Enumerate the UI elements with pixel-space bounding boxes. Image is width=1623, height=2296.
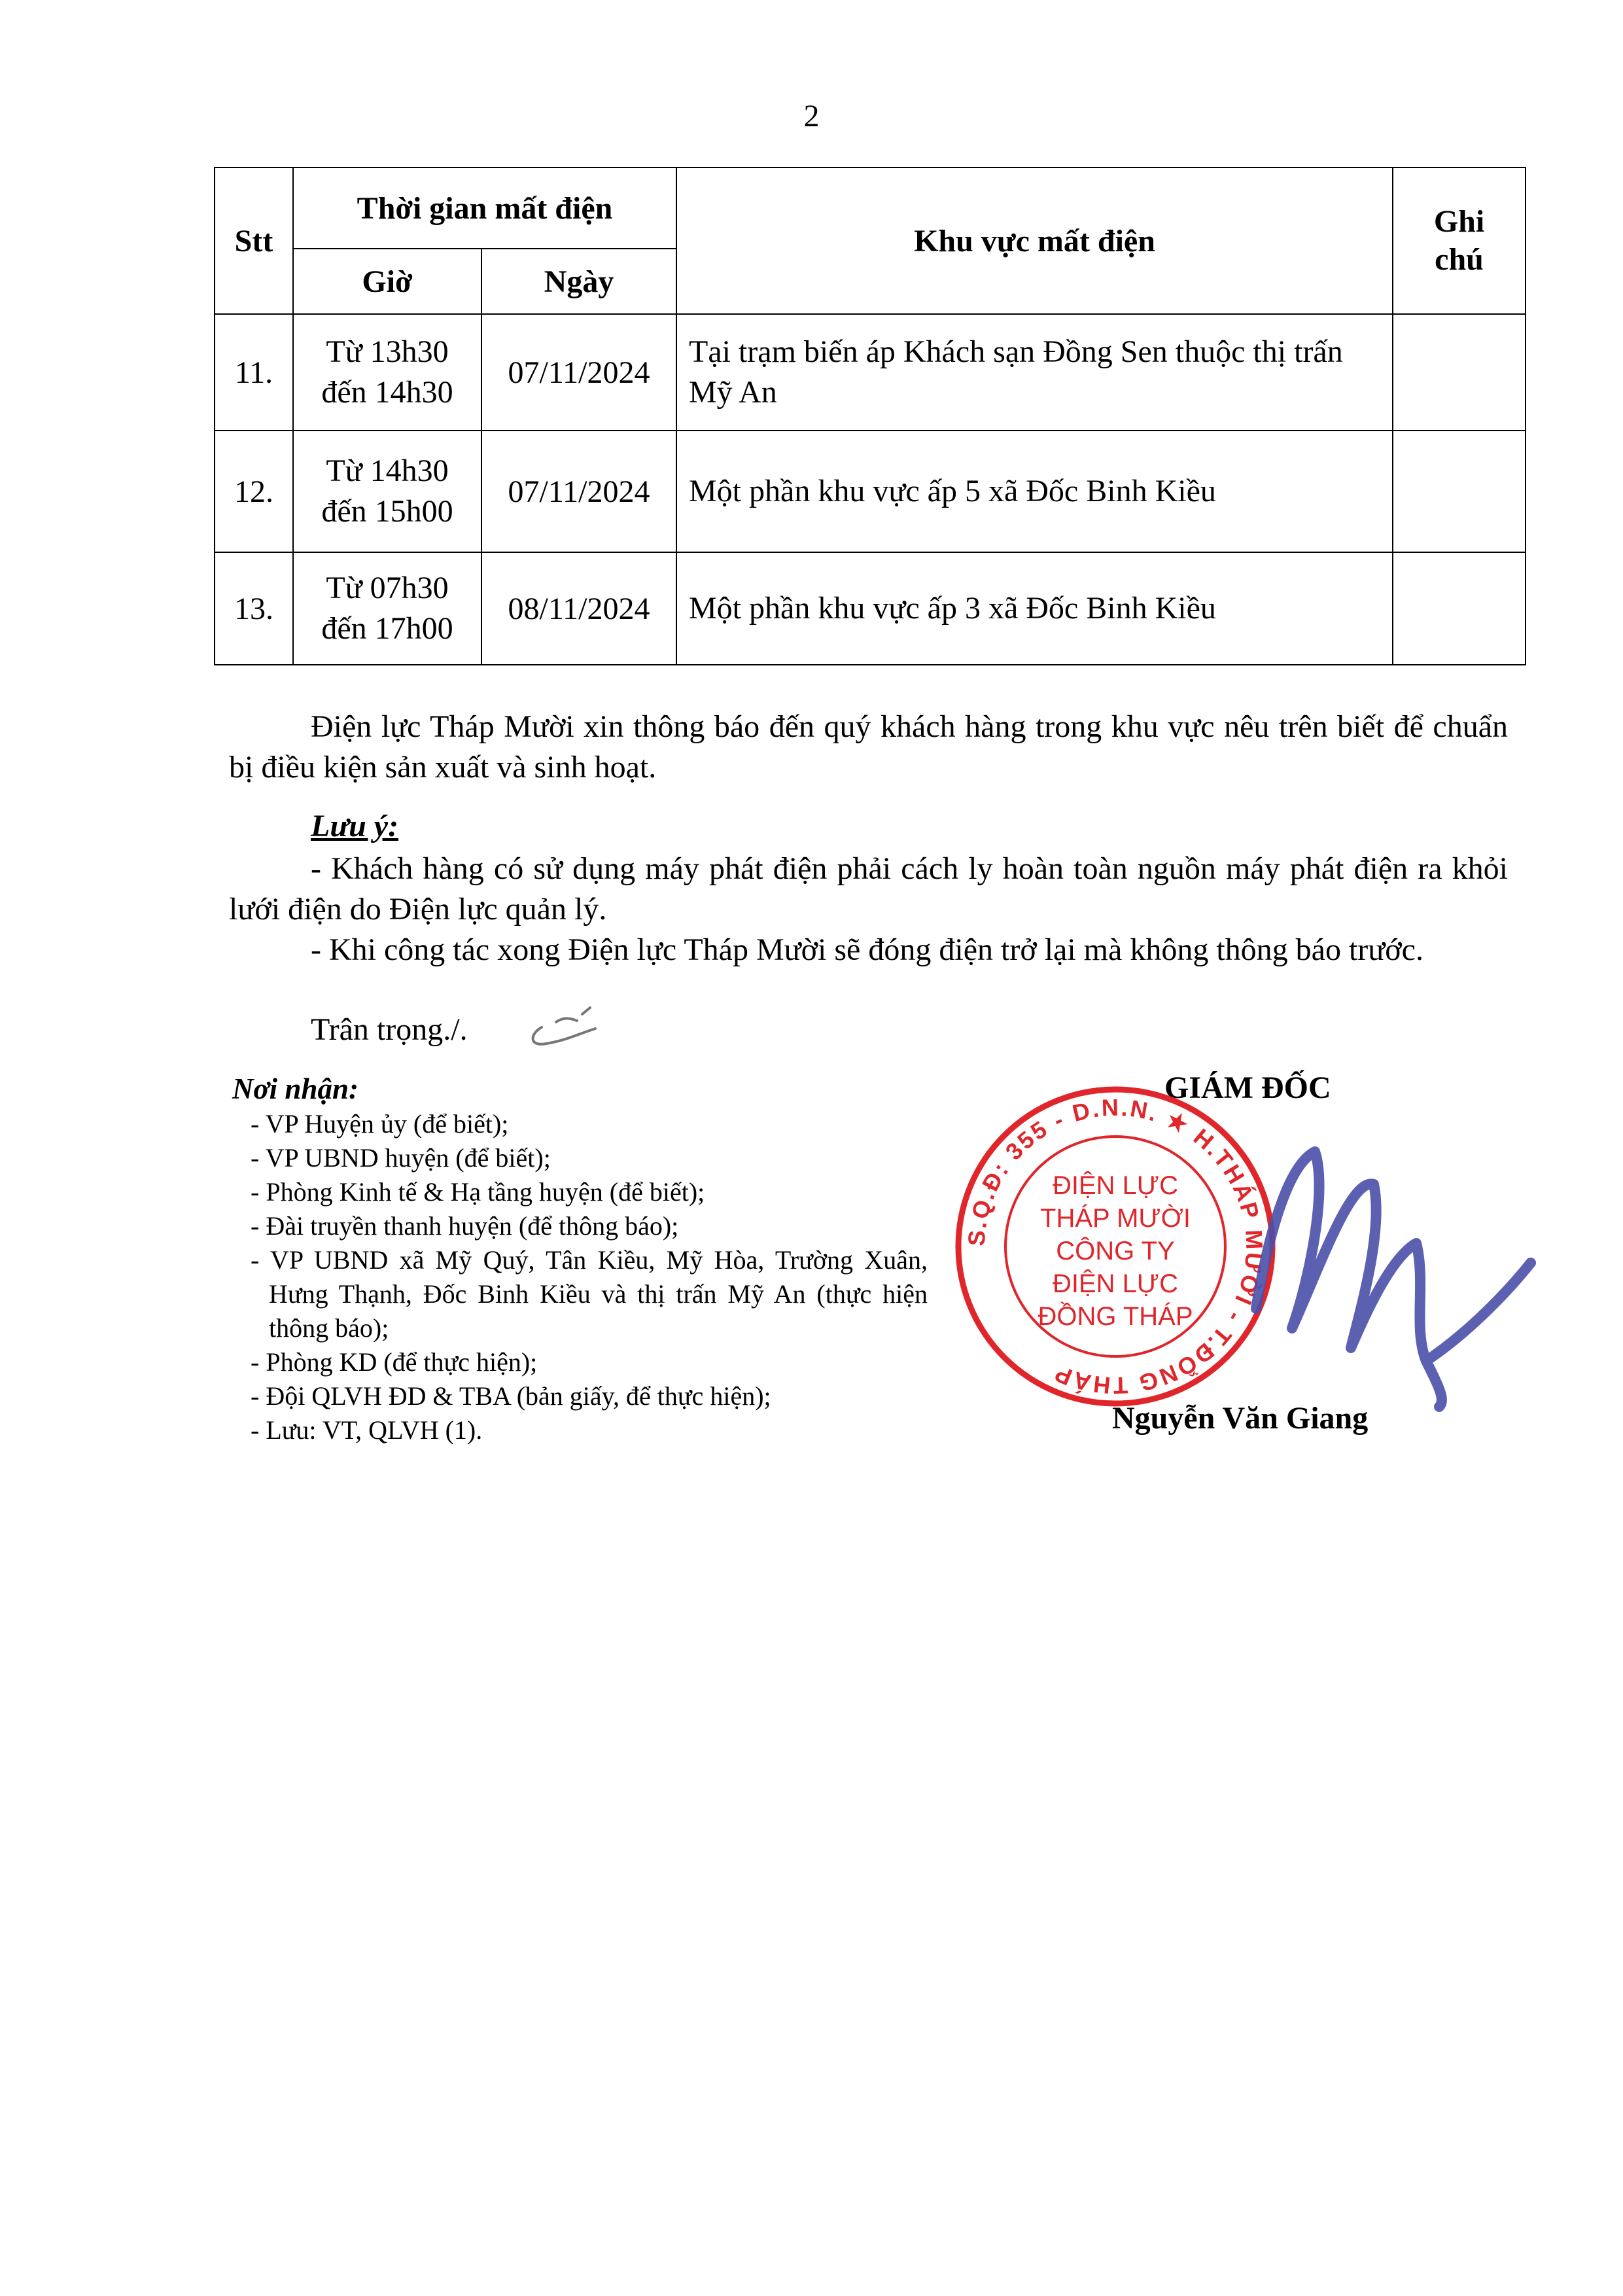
row-time [293, 431, 481, 552]
list-item: - Đài truyền thanh huyện (để thông báo); [251, 1211, 679, 1241]
row-note [1393, 314, 1526, 431]
row-note [1393, 431, 1526, 552]
note-heading [311, 808, 398, 844]
header-outage-area: Khu vực mất điện [676, 168, 1393, 314]
row-time-from: Từ 14h30 [326, 453, 449, 488]
row-note [1393, 552, 1526, 665]
row-area: Tại trạm biến áp Khách sạn Đồng Sen thuộc thị trấn Mỹ An [676, 314, 1393, 431]
list-item: - Phòng KD (để thực hiện); [251, 1347, 538, 1377]
seal-line1: ĐIỆN LỰC [1053, 1171, 1178, 1200]
notice-paragraph: Điện lực Tháp Mười xin thông báo đến quý khách hàng trong khu vực nêu trên biết để chuẩn bị điều kiện sản xuất và sinh hoạt. [229, 709, 1508, 785]
table-row [215, 552, 1526, 665]
list-item: - VP UBND huyện (để biết); [251, 1143, 551, 1173]
note-item-reconnect: - Khi công tác xong Điện lực Tháp Mười sẽ đóng điện trở lại mà không thông báo trước. [311, 932, 1423, 967]
recipients-list [251, 1107, 928, 1447]
header-outage-time: Thời gian mất điện [293, 168, 676, 249]
list-item: - VP UBND xã Mỹ Quý, Tân Kiều, Mỹ Hòa, Trường Xuân, Hưng Thạnh, Đốc Binh Kiều và thị trấn Mỹ An (thực hiện thông báo); [251, 1245, 928, 1343]
list-item: - VP Huyện ủy (để biết); [251, 1109, 509, 1139]
header-note-line1: Ghi [1433, 204, 1485, 239]
row-date: 07/11/2024 [481, 314, 676, 431]
note-heading-text: Lưu ý [311, 809, 389, 843]
initial-mark [517, 981, 608, 1060]
list-item: - Lưu: VT, QLVH (1). [251, 1415, 483, 1445]
seal-line2: THÁP MƯỜI [1040, 1204, 1191, 1233]
closing-line: Trân trọng./. [311, 1012, 468, 1047]
note-heading-colon: : [388, 809, 399, 843]
row-time-to: đến 17h00 [321, 611, 453, 646]
header-date: Ngày [481, 249, 676, 314]
header-stt: Stt [215, 168, 293, 314]
header-note-line2: chú [1435, 242, 1484, 277]
list-item: - Đội QLVH ĐD & TBA (bản giấy, để thực hiện); [251, 1381, 771, 1411]
seal-line5: ĐỒNG THÁP [1038, 1302, 1193, 1331]
header-note [1393, 168, 1526, 314]
header-hour: Giờ [293, 249, 481, 314]
note-item-generator: - Khách hàng có sử dụng máy phát điện phải cách ly hoàn toàn nguồn máy phát điện ra khỏi lưới điện do Điện lực quản lý. [229, 851, 1508, 927]
row-time [293, 552, 481, 665]
seal-line3: CÔNG TY [1056, 1237, 1175, 1265]
page-number: 2 [803, 99, 820, 133]
recipients-heading: Nơi nhận: [232, 1072, 358, 1105]
row-time [293, 314, 481, 431]
signatory-title: GIÁM ĐỐC [1164, 1070, 1331, 1105]
svg-text:S.Q.Đ: 355 - D.N.N. ★ H.THÁP M: S.Q.Đ: 355 - D.N.N. ★ H.THÁP MƯỜI - T.ĐỒNG THÁP [962, 1093, 1268, 1400]
table-row [215, 314, 1526, 431]
row-area: Một phần khu vực ấp 3 xã Đốc Binh Kiều [676, 552, 1393, 665]
table-row [215, 431, 1526, 552]
row-time-to: đến 15h00 [321, 494, 453, 529]
handwritten-signature [1230, 1112, 1544, 1420]
outage-schedule-table [214, 167, 1526, 665]
row-date: 07/11/2024 [481, 431, 676, 552]
row-stt: 12. [215, 431, 293, 552]
seal-line4: ĐIỆN LỰC [1053, 1269, 1178, 1298]
row-time-from: Từ 13h30 [326, 334, 449, 369]
row-stt: 11. [215, 314, 293, 431]
row-time-to: đến 14h30 [321, 375, 453, 410]
row-time-from: Từ 07h30 [326, 571, 449, 605]
list-item: - Phòng Kinh tế & Hạ tầng huyện (để biết); [251, 1177, 705, 1207]
row-area: Một phần khu vực ấp 5 xã Đốc Binh Kiều [676, 431, 1393, 552]
row-stt: 13. [215, 552, 293, 665]
signatory-name: Nguyễn Văn Giang [1112, 1401, 1369, 1436]
row-date: 08/11/2024 [481, 552, 676, 665]
